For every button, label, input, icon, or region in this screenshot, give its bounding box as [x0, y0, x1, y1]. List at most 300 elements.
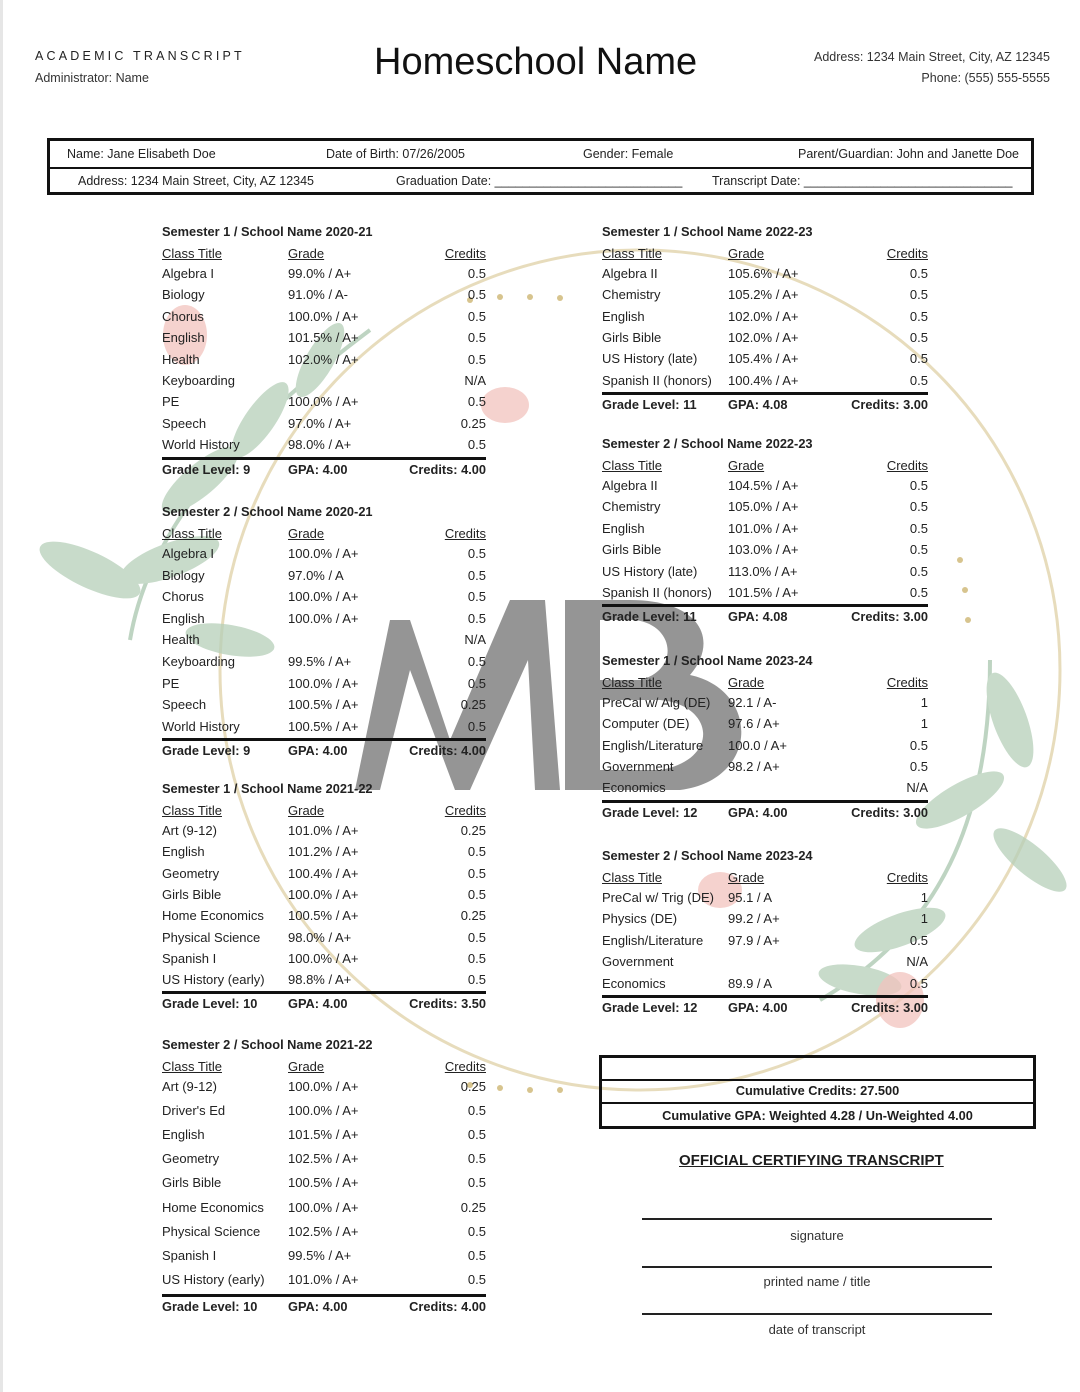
course-grade: 100.0% / A+ [288, 886, 359, 902]
course-credits: 0.5 [467, 567, 486, 583]
course-title: English/Literature [602, 737, 704, 753]
course-credits: N/A [464, 373, 486, 388]
course-row [162, 1175, 486, 1196]
semester-rule [162, 457, 486, 460]
course-row [162, 1103, 486, 1124]
course-credits: 0.5 [467, 351, 486, 367]
semester-rule [602, 392, 928, 395]
course-credits: 0.5 [467, 675, 486, 691]
course-grade: 101.0% / A+ [288, 1271, 359, 1287]
course-title: Biology [162, 287, 205, 303]
course-title: Physical Science [162, 929, 261, 945]
summary-grade-level: Grade Level: 11 [602, 396, 697, 412]
course-title: Home Economics [162, 1199, 264, 1215]
summary-credits: Credits: 3.00 [851, 804, 928, 820]
course-row [162, 866, 486, 887]
course-credits: 0.5 [467, 865, 486, 881]
course-title: Chemistry [602, 287, 661, 303]
semester-title: Semester 1 / School Name 2022-23 [602, 224, 813, 239]
course-title: Girls Bible [162, 886, 222, 902]
course-row [602, 933, 928, 954]
course-credits: 0.5 [467, 1151, 486, 1167]
summary-grade-level: Grade Level: 9 [162, 461, 251, 477]
course-grade: 104.5% / A+ [728, 478, 799, 493]
course-row [162, 287, 486, 308]
course-credits: 1 [920, 716, 928, 732]
column-header-grade: Grade [728, 870, 765, 885]
course-grade: 100.4% / A+ [288, 865, 359, 881]
course-row [162, 1200, 486, 1221]
cumulative-divider-bottom [602, 1102, 1033, 1104]
course-row [162, 1248, 486, 1269]
course-grade: 97.9 / A+ [728, 932, 780, 948]
course-grade: 97.0% / A+ [288, 415, 352, 431]
course-credits: 0.5 [467, 330, 486, 346]
course-row [602, 738, 928, 759]
course-row [602, 373, 928, 394]
course-credits: 0.5 [909, 975, 928, 991]
course-credits: 0.5 [909, 499, 928, 515]
summary-gpa: GPA: 4.00 [288, 461, 348, 477]
course-grade: 98.8% / A+ [288, 972, 352, 988]
course-title: Chemistry [602, 499, 661, 515]
cumulative-credits: Cumulative Credits: 27.500 [735, 1083, 900, 1098]
course-credits: 0.5 [467, 1247, 486, 1263]
course-grade: 95.1 / A [728, 890, 773, 905]
student-name: Name: Jane Elisabeth Doe [67, 147, 216, 161]
summary-grade-level: Grade Level: 10 [162, 996, 258, 1012]
course-credits: 0.5 [467, 1175, 486, 1191]
course-row [162, 1079, 486, 1100]
course-title: English [162, 1127, 205, 1143]
course-row [162, 951, 486, 972]
course-grade: 91.0% / A- [288, 287, 348, 303]
course-credits: 0.5 [909, 758, 928, 774]
course-credits: 0.25 [460, 1199, 486, 1215]
course-title: English [162, 844, 205, 860]
course-row [162, 887, 486, 908]
course-credits: 0.5 [909, 266, 928, 281]
course-title: US History (late) [602, 563, 698, 579]
course-title: US History (early) [162, 1271, 265, 1287]
column-header-class: Class Title [162, 803, 222, 818]
course-title: Keyboarding [162, 373, 235, 388]
course-credits: 0.5 [467, 1127, 486, 1143]
course-row [602, 780, 928, 801]
course-credits: 0.5 [909, 520, 928, 536]
course-row [162, 972, 486, 993]
course-title: Economics [602, 975, 666, 991]
course-grade: 99.5% / A+ [288, 654, 352, 669]
course-title: Geometry [162, 1151, 220, 1167]
course-grade: 102.5% / A+ [288, 1151, 359, 1167]
course-grade: 101.5% / A+ [728, 585, 799, 600]
student-gender: Gender: Female [583, 147, 674, 161]
student-dob: Date of Birth: 07/26/2005 [326, 147, 465, 161]
semester-title: Semester 1 / School Name 2020-21 [162, 224, 373, 239]
printed-name-line [642, 1266, 992, 1268]
semester-rule [602, 800, 928, 803]
course-title: PE [162, 394, 180, 410]
course-grade: 113.0% / A+ [728, 563, 798, 579]
course-title: World History [162, 437, 240, 453]
course-credits: 0.5 [467, 972, 486, 988]
course-grade: 92.1 / A- [728, 695, 777, 710]
school-address: Address: 1234 Main Street, City, AZ 12345 [813, 50, 1050, 64]
official-transcript-heading: OFFICIAL CERTIFYING TRANSCRIPT [679, 1152, 944, 1169]
course-title: English/Literature [602, 932, 704, 948]
course-grade: 97.0% / A [288, 567, 344, 583]
course-credits: 0.5 [909, 329, 928, 345]
column-header-grade: Grade [728, 458, 765, 473]
course-grade: 100.0% / A+ [288, 610, 359, 626]
course-title: Spanish II (honors) [602, 372, 712, 388]
course-credits: 0.5 [467, 437, 486, 453]
course-title: Home Economics [162, 908, 264, 924]
course-row [162, 352, 486, 373]
column-header-credits: Credits [886, 246, 928, 261]
course-credits: 0.5 [467, 266, 486, 281]
column-header-grade: Grade [288, 246, 325, 261]
semester-title: Semester 2 / School Name 2023-24 [602, 848, 813, 863]
summary-credits: Credits: 3.50 [409, 996, 486, 1012]
course-grade: 102.5% / A+ [288, 1223, 359, 1239]
course-credits: 0.5 [467, 546, 486, 561]
course-title: Algebra II [602, 478, 658, 493]
course-credits: 0.5 [467, 589, 486, 605]
summary-gpa: GPA: 4.00 [288, 1298, 348, 1314]
course-grade: 105.6% / A+ [728, 266, 799, 281]
course-title: Biology [162, 567, 205, 583]
document-label: ACADEMIC TRANSCRIPT [35, 49, 245, 63]
course-credits: 0.25 [460, 908, 486, 924]
course-row [162, 654, 486, 675]
course-grade: 100.0% / A+ [288, 394, 359, 410]
course-grade: 105.4% / A+ [728, 351, 799, 367]
course-row [162, 309, 486, 330]
column-header-grade: Grade [728, 675, 765, 690]
course-grade: 100.5% / A+ [288, 1175, 359, 1191]
course-row [162, 930, 486, 951]
course-grade: 100.0% / A+ [288, 1103, 359, 1119]
course-grade: 100.0% / A+ [288, 546, 359, 561]
column-header-grade: Grade [288, 803, 325, 818]
course-row [602, 759, 928, 780]
summary-credits: Credits: 3.00 [851, 396, 928, 412]
course-row [162, 1151, 486, 1172]
summary-gpa: GPA: 4.00 [728, 804, 788, 820]
semester-title: Semester 2 / School Name 2022-23 [602, 436, 813, 451]
column-header-class: Class Title [602, 458, 662, 473]
course-row [162, 611, 486, 632]
summary-gpa: GPA: 4.00 [728, 1000, 788, 1015]
course-grade: 101.5% / A+ [288, 330, 359, 346]
course-credits: 0.25 [460, 823, 486, 838]
course-title: Economics [602, 780, 666, 796]
course-credits: 0.5 [467, 1223, 486, 1239]
course-title: Health [162, 351, 200, 367]
course-row [602, 499, 928, 520]
summary-gpa: GPA: 4.08 [728, 609, 788, 625]
column-header-class: Class Title [162, 246, 222, 261]
course-title: Health [162, 632, 200, 648]
school-phone: Phone: (555) 555-5555 [921, 71, 1050, 85]
course-title: Art (9-12) [162, 823, 217, 838]
course-title: English [162, 610, 205, 626]
course-grade: 102.0% / A+ [728, 329, 799, 345]
summary-gpa: GPA: 4.00 [288, 743, 348, 759]
course-row [162, 546, 486, 567]
course-grade: 98.0% / A+ [288, 437, 352, 453]
summary-gpa: GPA: 4.00 [288, 996, 348, 1012]
school-name: Homeschool Name [374, 41, 698, 83]
course-credits: 0.5 [909, 542, 928, 558]
course-credits: 0.5 [909, 287, 928, 303]
semester-rule [162, 1294, 486, 1297]
course-row [602, 585, 928, 606]
summary-grade-level: Grade Level: 12 [602, 1000, 698, 1015]
summary-credits: Credits: 4.00 [409, 743, 486, 759]
course-title: Spanish I [162, 950, 217, 966]
semester-rule [602, 604, 928, 607]
course-grade: 100.5% / A+ [288, 908, 359, 924]
course-credits: 0.5 [467, 1271, 486, 1287]
cumulative-box [599, 1055, 1036, 1129]
column-header-grade: Grade [288, 526, 325, 541]
course-title: Government [602, 758, 674, 774]
column-header-credits: Credits [444, 246, 486, 261]
course-grade: 100.0 / A+ [728, 737, 787, 753]
semester-rule [602, 995, 928, 998]
summary-grade-level: Grade Level: 11 [602, 609, 697, 625]
column-header-credits: Credits [886, 675, 928, 690]
course-credits: 0.5 [909, 563, 928, 579]
course-credits: N/A [906, 780, 928, 796]
course-grade: 100.0% / A+ [288, 950, 359, 966]
course-credits: N/A [906, 954, 928, 970]
course-grade: 105.0% / A+ [728, 499, 799, 515]
course-title: Computer (DE) [602, 716, 690, 732]
course-credits: 0.5 [467, 394, 486, 410]
course-grade: 97.6 / A+ [728, 716, 780, 732]
course-grade: 99.0% / A+ [288, 266, 352, 281]
course-grade: 102.0% / A+ [728, 308, 799, 324]
column-header-credits: Credits [886, 870, 928, 885]
column-header-credits: Credits [444, 803, 486, 818]
course-row [602, 911, 928, 932]
course-credits: 0.25 [460, 1079, 486, 1094]
course-grade: 101.0% / A+ [288, 823, 359, 838]
column-header-class: Class Title [602, 675, 662, 690]
column-header-grade: Grade [728, 246, 765, 261]
column-header-grade: Grade [288, 1059, 325, 1074]
course-credits: 0.5 [467, 844, 486, 860]
course-row [602, 716, 928, 737]
course-row [162, 1127, 486, 1148]
course-grade: 101.2% / A+ [288, 844, 359, 860]
course-credits: 0.5 [909, 351, 928, 367]
course-title: PE [162, 675, 180, 691]
signature-label: signature [790, 1228, 844, 1243]
course-grade: 98.2 / A+ [728, 758, 780, 774]
summary-credits: Credits: 4.00 [409, 1298, 486, 1314]
course-credits: 0.5 [467, 718, 486, 734]
course-grade: 100.0% / A+ [288, 589, 359, 605]
course-credits: 0.5 [909, 932, 928, 948]
course-credits: 0.5 [467, 654, 486, 669]
column-header-class: Class Title [162, 526, 222, 541]
printed-name-label: printed name / title [763, 1274, 871, 1289]
course-title: Chorus [162, 589, 204, 605]
course-row [602, 564, 928, 585]
course-grade: 100.0% / A+ [288, 1199, 359, 1215]
course-grade: 103.0% / A+ [728, 542, 799, 558]
course-grade: 100.0% / A+ [288, 1079, 359, 1094]
course-grade: 100.4% / A+ [728, 372, 799, 388]
date-line [642, 1313, 992, 1315]
course-title: Girls Bible [602, 542, 662, 558]
course-credits: 0.5 [909, 585, 928, 600]
course-row [602, 954, 928, 975]
course-grade: 100.0% / A+ [288, 308, 359, 324]
course-row [162, 568, 486, 589]
course-grade: 99.2 / A+ [728, 911, 780, 927]
course-title: Geometry [162, 865, 220, 881]
summary-credits: Credits: 3.00 [851, 609, 928, 625]
course-title: Speech [162, 415, 207, 431]
summary-grade-level: Grade Level: 9 [162, 743, 251, 759]
course-row [162, 589, 486, 610]
course-credits: N/A [464, 632, 486, 648]
course-title: US History (late) [602, 351, 698, 367]
column-header-credits: Credits [444, 1059, 486, 1074]
signature-line [642, 1218, 992, 1220]
course-row [162, 697, 486, 718]
course-row [162, 394, 486, 415]
course-row [602, 287, 928, 308]
course-row [602, 521, 928, 542]
course-credits: 0.5 [909, 372, 928, 388]
column-header-class: Class Title [162, 1059, 222, 1074]
column-header-class: Class Title [602, 246, 662, 261]
semester-rule [162, 991, 486, 994]
course-title: Spanish II (honors) [602, 585, 712, 600]
course-credits: 0.25 [460, 697, 486, 713]
administrator-line: Administrator: Name [35, 71, 149, 85]
transcript-date: Transcript Date: ______________________________ [712, 174, 1013, 188]
course-title: Algebra I [162, 266, 215, 281]
course-grade: 105.2% / A+ [728, 287, 799, 303]
course-title: Girls Bible [162, 1175, 222, 1191]
course-title: Chorus [162, 308, 204, 324]
column-header-credits: Credits [886, 458, 928, 473]
course-credits: 1 [920, 911, 928, 927]
course-row [602, 976, 928, 997]
course-row [162, 373, 486, 394]
course-credits: 0.5 [909, 308, 928, 324]
course-title: Speech [162, 697, 207, 713]
graduation-date: Graduation Date: ___________________________ [396, 174, 683, 188]
course-grade: 101.0% / A+ [728, 520, 799, 536]
summary-gpa: GPA: 4.08 [728, 396, 788, 412]
course-row [162, 1272, 486, 1293]
date-label: date of transcript [768, 1322, 866, 1337]
semester-title: Semester 1 / School Name 2021-22 [162, 781, 373, 796]
course-credits: 0.5 [467, 1103, 486, 1119]
course-credits: 1 [920, 695, 928, 710]
semester-title: Semester 2 / School Name 2021-22 [162, 1037, 373, 1052]
course-credits: 0.25 [460, 415, 486, 431]
course-grade: 101.5% / A+ [288, 1127, 359, 1143]
course-grade: 100.5% / A+ [288, 718, 359, 734]
semester-title: Semester 2 / School Name 2020-21 [162, 504, 373, 519]
course-row [162, 676, 486, 697]
cumulative-divider-top [602, 1079, 1033, 1081]
course-row [162, 416, 486, 437]
course-credits: 0.5 [467, 308, 486, 324]
course-credits: 0.5 [467, 929, 486, 945]
course-row [602, 351, 928, 372]
course-title: English [602, 520, 645, 536]
course-title: Girls Bible [602, 329, 662, 345]
course-title: PreCal w/ Alg (DE) [602, 695, 711, 710]
course-row [602, 478, 928, 499]
course-title: Keyboarding [162, 654, 235, 669]
course-row [162, 844, 486, 865]
summary-credits: Credits: 3.00 [851, 1000, 928, 1015]
course-credits: 0.5 [467, 610, 486, 626]
course-title: Physical Science [162, 1223, 261, 1239]
course-grade: 89.9 / A [728, 975, 773, 991]
course-row [162, 1224, 486, 1245]
course-credits: 0.5 [909, 478, 928, 493]
course-title: Government [602, 954, 674, 970]
course-row [162, 632, 486, 653]
course-grade: 102.0% / A+ [288, 351, 359, 367]
course-row [162, 823, 486, 844]
course-row [602, 330, 928, 351]
course-credits: 0.5 [467, 950, 486, 966]
course-title: Art (9-12) [162, 1079, 217, 1094]
cumulative-gpa: Cumulative GPA: Weighted 4.28 / Un-Weighted 4.00 [662, 1108, 973, 1123]
course-row [162, 330, 486, 351]
course-credits: 0.5 [909, 737, 928, 753]
course-row [162, 437, 486, 458]
column-header-credits: Credits [444, 526, 486, 541]
summary-grade-level: Grade Level: 12 [602, 804, 698, 820]
student-address: Address: 1234 Main Street, City, AZ 12345 [78, 174, 315, 188]
course-row [162, 266, 486, 287]
course-grade: 98.0% / A+ [288, 929, 352, 945]
course-row [602, 542, 928, 563]
course-title: PreCal w/ Trig (DE) [602, 890, 714, 905]
course-grade: 100.0% / A+ [288, 675, 359, 691]
course-title: US History (early) [162, 972, 265, 988]
summary-credits: Credits: 4.00 [409, 461, 486, 477]
course-row [162, 908, 486, 929]
course-title: Driver's Ed [162, 1103, 226, 1119]
course-title: World History [162, 718, 240, 734]
course-row [602, 309, 928, 330]
summary-grade-level: Grade Level: 10 [162, 1298, 258, 1314]
course-title: Algebra II [602, 266, 658, 281]
student-info-box [47, 138, 1034, 195]
semester-rule [162, 738, 486, 741]
semester-title: Semester 1 / School Name 2023-24 [602, 653, 813, 668]
student-guardian: Parent/Guardian: John and Janette Doe [798, 147, 1019, 161]
course-row [602, 890, 928, 911]
column-header-class: Class Title [602, 870, 662, 885]
